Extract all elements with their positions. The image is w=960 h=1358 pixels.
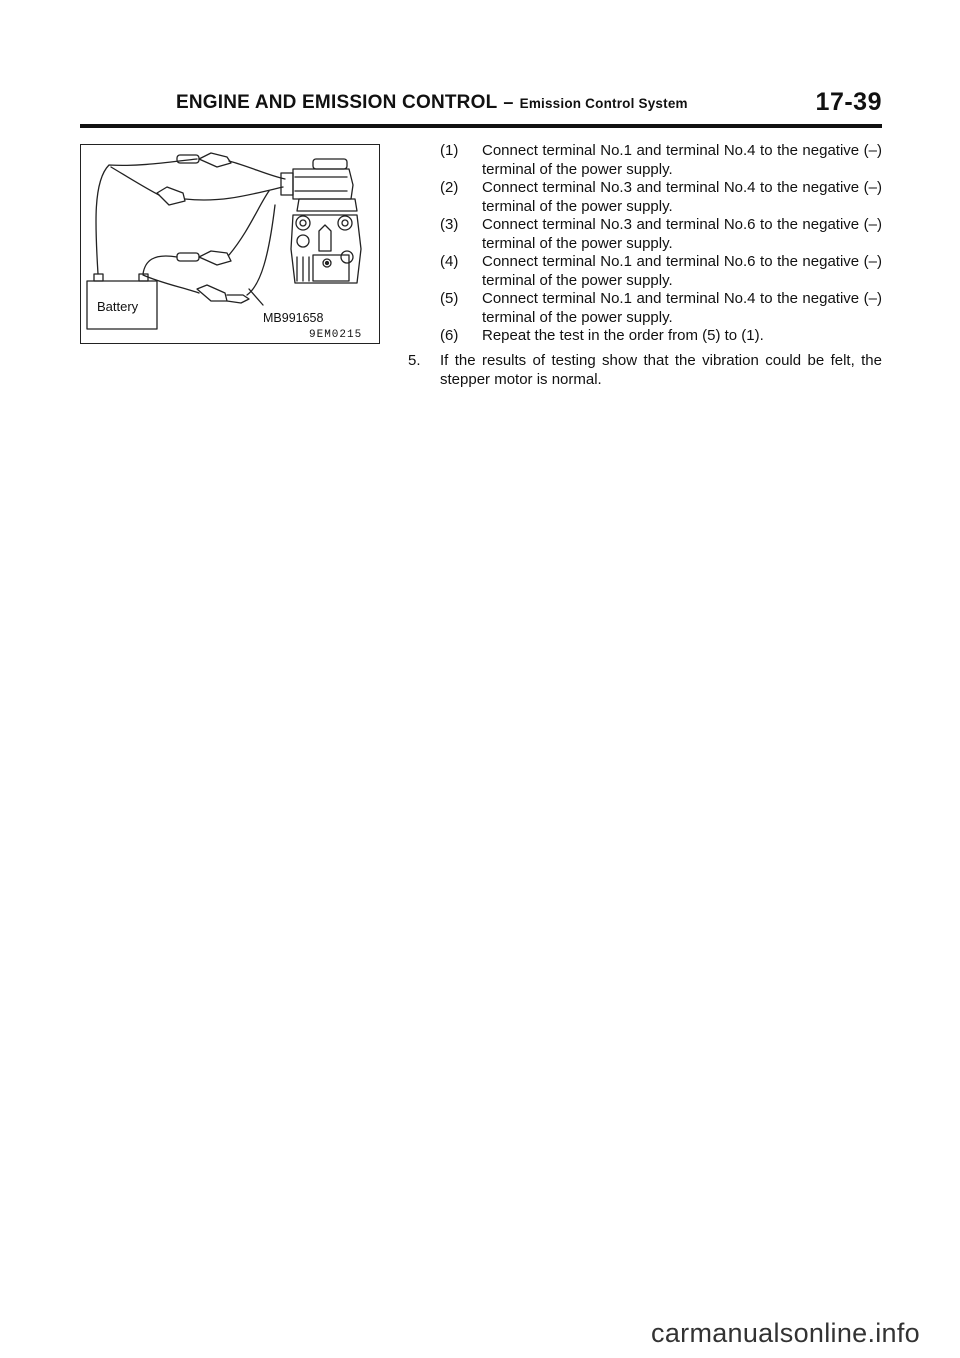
- step-item: [440, 327, 882, 346]
- step-text: Connect terminal No.1 and terminal No.6 to the negative (–) terminal of the power supply.: [482, 253, 882, 289]
- mounting-hole-left: [296, 216, 310, 230]
- step-text: Connect terminal No.3 and terminal No.6 to the negative (–) terminal of the power supply.: [482, 216, 882, 252]
- battery-terminal-left: [94, 274, 103, 281]
- section-subtitle: Emission Control System: [519, 96, 688, 111]
- actuator-body: [293, 169, 353, 199]
- step-list: [440, 142, 882, 346]
- step-number: (3): [440, 216, 459, 233]
- leader-line: [249, 289, 263, 305]
- clip-b: [157, 187, 185, 205]
- clip-c-jaw: [199, 251, 231, 265]
- wire-outer: [96, 159, 197, 274]
- page-header: [80, 88, 882, 128]
- step-text: Repeat the test in the order from (5) to (1).: [482, 327, 764, 344]
- actuator-cap: [313, 159, 347, 169]
- wire-b-to-actuator: [185, 187, 283, 200]
- header-rule: [80, 124, 882, 128]
- wire-b-in: [111, 167, 159, 195]
- paragraph-text: If the results of testing show that the vibration could be felt, the stepper motor is normal.: [440, 352, 882, 388]
- battery-label: Battery: [97, 299, 139, 314]
- wiring-figure: [80, 144, 380, 344]
- header-dash: –: [503, 92, 514, 112]
- page-number: 17-39: [815, 88, 882, 116]
- step-number: (1): [440, 142, 459, 159]
- figure-code: 9EM0215: [309, 329, 363, 341]
- step-number: (6): [440, 327, 459, 344]
- section-title: ENGINE AND EMISSION CONTROL: [176, 92, 498, 113]
- step-item: [440, 142, 882, 179]
- paragraph-number: 5.: [408, 352, 421, 369]
- clip-c: [177, 253, 199, 261]
- step-item: [440, 179, 882, 216]
- terminal-circle-left: [297, 235, 309, 247]
- wire-inner: [143, 256, 177, 274]
- step-item: [440, 216, 882, 253]
- header-title-line: [176, 92, 688, 114]
- wire-a-to-actuator: [229, 161, 285, 179]
- step-number: (2): [440, 179, 459, 196]
- step-number: (4): [440, 253, 459, 270]
- mounting-hole-right: [338, 216, 352, 230]
- wire-d-to-actuator: [247, 205, 275, 295]
- result-paragraph: [408, 352, 882, 389]
- step-text: Connect terminal No.1 and terminal No.4 to the negative (–) terminal of the power supply.: [482, 142, 882, 178]
- step-number: (5): [440, 290, 459, 307]
- step-item: [440, 253, 882, 290]
- tool-code: MB991658: [263, 311, 324, 325]
- step-item: [440, 290, 882, 327]
- wire-c-to-actuator: [229, 191, 269, 255]
- step-text: Connect terminal No.1 and terminal No.4 to the negative (–) terminal of the power supply.: [482, 290, 882, 326]
- terminal-circle-right: [341, 251, 353, 263]
- clip-d-end: [227, 295, 249, 303]
- clip-a-jaw: [199, 153, 231, 167]
- housing-inner: [313, 255, 349, 281]
- actuator-flange: [297, 199, 357, 211]
- clip-d: [197, 285, 227, 301]
- actuator-connector: [281, 173, 293, 195]
- step-text: Connect terminal No.3 and terminal No.4 to the negative (–) terminal of the power supply.: [482, 179, 882, 215]
- site-watermark: carmanualsonline.info: [651, 1318, 920, 1348]
- actuator-shaft: [319, 225, 331, 251]
